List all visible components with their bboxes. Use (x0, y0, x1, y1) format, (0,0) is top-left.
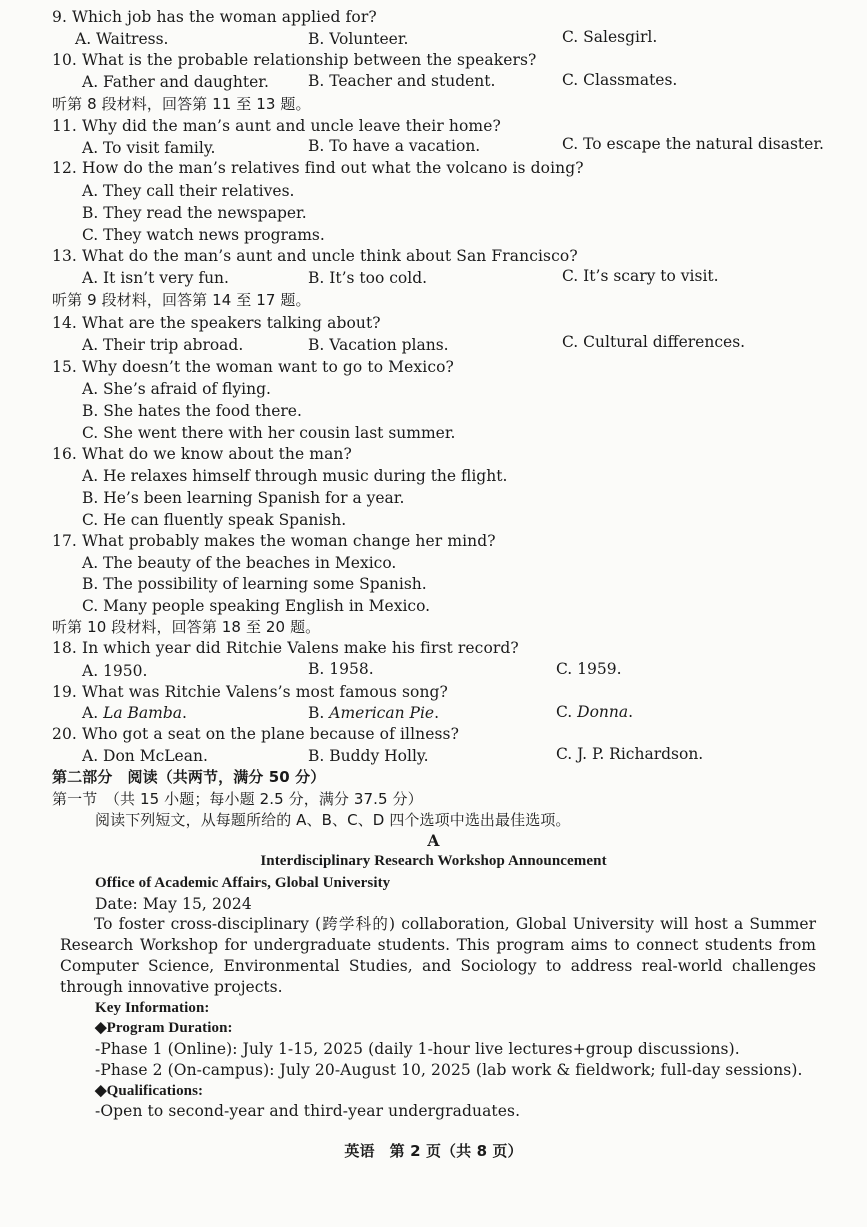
q17-option-c: C. Many people speaking English in Mexico. (82, 597, 431, 615)
q19-a-letter: A. (82, 704, 104, 722)
question-12: 12. How do the man’s relatives find out what the volcano is doing? (52, 159, 584, 177)
q13-option-b: B. It’s too cold. (308, 269, 428, 287)
q17-option-b: B. The possibility of learning some Spanish. (82, 575, 427, 593)
q14-option-a: A. Their trip abroad. (82, 336, 244, 354)
q19-option-a (82, 703, 187, 723)
section-9-heading: 听第 9 段材料，回答第 14 至 17 题。 (52, 291, 311, 309)
question-16: 16. What do we know about the man? (52, 445, 352, 463)
q13-option-a: A. It isn’t very fun. (82, 269, 229, 287)
section-10-heading: 听第 10 段材料，回答第 18 至 20 题。 (52, 618, 321, 636)
question-11: 11. Why did the man’s aunt and uncle leave their home? (52, 117, 501, 135)
phase-2-line: -Phase 2 (On-campus): July 20-August 10, 2025 (lab work & fieldwork; full-day sessions). (95, 1061, 803, 1079)
q15-option-a: A. She’s afraid of flying. (82, 380, 271, 398)
q12-option-b: B. They read the newspaper. (82, 204, 307, 222)
section-8-heading: 听第 8 段材料，回答第 11 至 13 题。 (52, 95, 311, 113)
page-footer: 英语 第 2 页（共 8 页） (344, 1142, 523, 1160)
q12-option-c: C. They watch news programs. (82, 226, 325, 244)
q19-c-letter: C. (556, 703, 578, 721)
q19-c-title: Donna (577, 703, 629, 721)
q19-b-title: American Pie (329, 704, 435, 722)
q20-option-c: C. J. P. Richardson. (556, 745, 704, 763)
duration-heading: ◆Program Duration: (95, 1020, 233, 1036)
question-10: 10. What is the probable relationship between the speakers? (52, 51, 537, 69)
q19-b-letter: B. (308, 704, 330, 722)
q19-option-c (556, 702, 633, 722)
part-2-title: 第二部分 阅读（共两节，满分 50 分） (52, 768, 326, 786)
q16-option-a: A. He relaxes himself through music during the flight. (82, 467, 508, 485)
q18-option-c: C. 1959. (556, 660, 622, 678)
passage-letter: A (427, 831, 440, 850)
q11-option-c: C. To escape the natural disaster. (562, 135, 824, 153)
q18-option-a: A. 1950. (82, 662, 148, 680)
q20-option-a: A. Don McLean. (82, 747, 208, 765)
question-15: 15. Why doesn’t the woman want to go to Mexico? (52, 358, 454, 376)
qualification-1: -Open to second-year and third-year undergraduates. (95, 1102, 521, 1120)
question-17: 17. What probably makes the woman change her mind? (52, 532, 496, 550)
passage-title: Interdisciplinary Research Workshop Announcement (260, 853, 607, 869)
q10-option-b: B. Teacher and student. (308, 72, 496, 90)
q14-option-c: C. Cultural differences. (562, 333, 746, 351)
section-1-title: 第一节 （共 15 小题；每小题 2.5 分，满分 37.5 分） (52, 790, 423, 808)
intro-paragraph (60, 914, 816, 998)
q19-a-title: La Bamba (103, 704, 183, 722)
q19-option-b (308, 703, 439, 723)
q16-option-b: B. He’s been learning Spanish for a year. (82, 489, 405, 507)
q10-option-a: A. Father and daughter. (82, 73, 269, 91)
intro-text: To foster cross-disciplinary (跨学科的) collaboration, Global University will host a Summer Research Workshop for undergraduate students. This program aims to connect students from Computer Science, Environmental Studies, and Sociology to address real-world challenges through innovative projects. (60, 915, 816, 996)
question-13: 13. What do the man’s aunt and uncle think about San Francisco? (52, 247, 578, 265)
q9-option-c: C. Salesgirl. (562, 28, 658, 46)
phase-1-line: -Phase 1 (Online): July 1-15, 2025 (daily 1-hour live lectures+group discussions). (95, 1040, 740, 1058)
q15-option-b: B. She hates the food there. (82, 402, 302, 420)
q19-c-period: . (628, 703, 634, 721)
question-9: 9. Which job has the woman applied for? (52, 8, 377, 26)
q15-option-c: C. She went there with her cousin last summer. (82, 424, 456, 442)
question-20: 20. Who got a seat on the plane because of illness? (52, 725, 460, 743)
q14-option-b: B. Vacation plans. (308, 336, 449, 354)
q13-option-c: C. It’s scary to visit. (562, 267, 719, 285)
q12-option-a: A. They call their relatives. (82, 182, 295, 200)
reading-instructions: 阅读下列短文，从每题所给的 A、B、C、D 四个选项中选出最佳选项。 (95, 811, 571, 829)
q17-option-a: A. The beauty of the beaches in Mexico. (82, 554, 397, 572)
key-info-heading: Key Information: (95, 1000, 210, 1016)
qualifications-heading: ◆Qualifications: (95, 1083, 204, 1099)
q9-option-b: B. Volunteer. (308, 30, 409, 48)
office-line: Office of Academic Affairs, Global University (95, 875, 391, 891)
q9-option-a: A. Waitress. (75, 30, 169, 48)
question-14: 14. What are the speakers talking about? (52, 314, 381, 332)
q16-option-c: C. He can fluently speak Spanish. (82, 511, 347, 529)
q18-option-b: B. 1958. (308, 660, 374, 678)
question-18: 18. In which year did Ritchie Valens make his first record? (52, 639, 519, 657)
question-19: 19. What was Ritchie Valens’s most famous song? (52, 683, 448, 701)
q10-option-c: C. Classmates. (562, 71, 678, 89)
announcement-date: Date: May 15, 2024 (95, 895, 252, 913)
q19-a-period: . (182, 704, 187, 722)
q19-b-period: . (434, 704, 440, 722)
q11-option-b: B. To have a vacation. (308, 137, 481, 155)
q20-option-b: B. Buddy Holly. (308, 747, 429, 765)
q11-option-a: A. To visit family. (82, 139, 216, 157)
